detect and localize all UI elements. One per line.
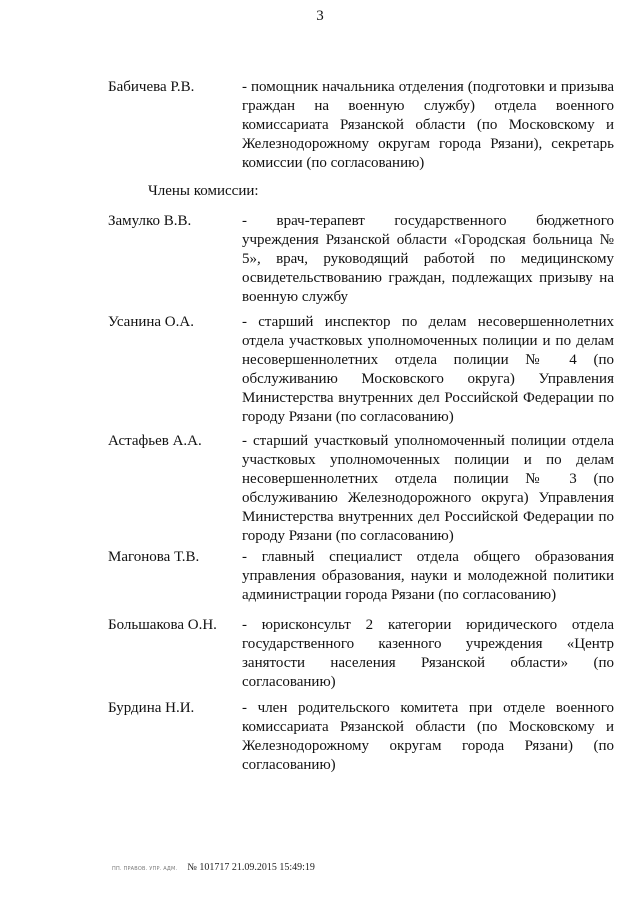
members-heading: Члены комиссии: <box>148 183 259 199</box>
registration-stamp: ПП. ПРАВОВ. УПР. АДМ. <box>112 866 178 872</box>
member-name: Астафьев А.А. <box>108 433 202 449</box>
member-name: Усанина О.А. <box>108 314 194 330</box>
member-role: - старший участковый уполномоченный полиции отдела участковых уполномоченных полиции и по делам несовершеннолетних отдела полиции № 3 (по обслуживанию Железнодорожного округа) Управления Министерства внутренних дел Российской Федерации по городу Рязани (по согласованию) <box>242 433 614 544</box>
secretary-name: Бабичева Р.В. <box>108 79 195 95</box>
page-number: 3 <box>316 8 324 24</box>
member-role: - юрисконсульт 2 категории юридического отдела государственного казенного учреждения «Центр занятости населения Рязанской области» (по согласованию) <box>242 617 614 690</box>
member-name: Большакова О.Н. <box>108 617 217 633</box>
member-name: Магонова Т.В. <box>108 549 200 565</box>
secretary-role: - помощник начальника отделения (подготовки и призыва граждан на военную службу) отдела военного комиссариата Рязанской области (по Московскому и Железнодорожному округам города Рязани), секретарь комиссии (по согласованию) <box>242 79 614 171</box>
member-role: - старший инспектор по делам несовершеннолетних отдела участковых уполномоченных полиции и по делам несовершеннолетних отдела полиции № 4 (по обслуживанию Московского округа) Управления Министерства внутренних дел Российской Федерации по городу Рязани (по согласованию) <box>242 314 614 425</box>
member-name: Бурдина Н.И. <box>108 700 195 716</box>
document-number: № 101717 21.09.2015 15:49:19 <box>187 862 315 873</box>
member-role: - член родительского комитета при отделе военного комиссариата Рязанской области (по Московскому и Железнодорожному округам города Рязани) (по согласованию) <box>242 700 614 773</box>
member-name: Замулко В.В. <box>108 213 192 229</box>
member-role: - врач-терапевт государственного бюджетного учреждения Рязанской области «Городская больница № 5», врач, руководящий работой по медицинскому освидетельствованию граждан, подлежащих призыву на военную службу <box>242 213 614 305</box>
registration-footer <box>112 862 315 878</box>
member-role: - главный специалист отдела общего образования управления образования, науки и молодежной политики администрации города Рязани (по согласованию) <box>242 549 614 603</box>
